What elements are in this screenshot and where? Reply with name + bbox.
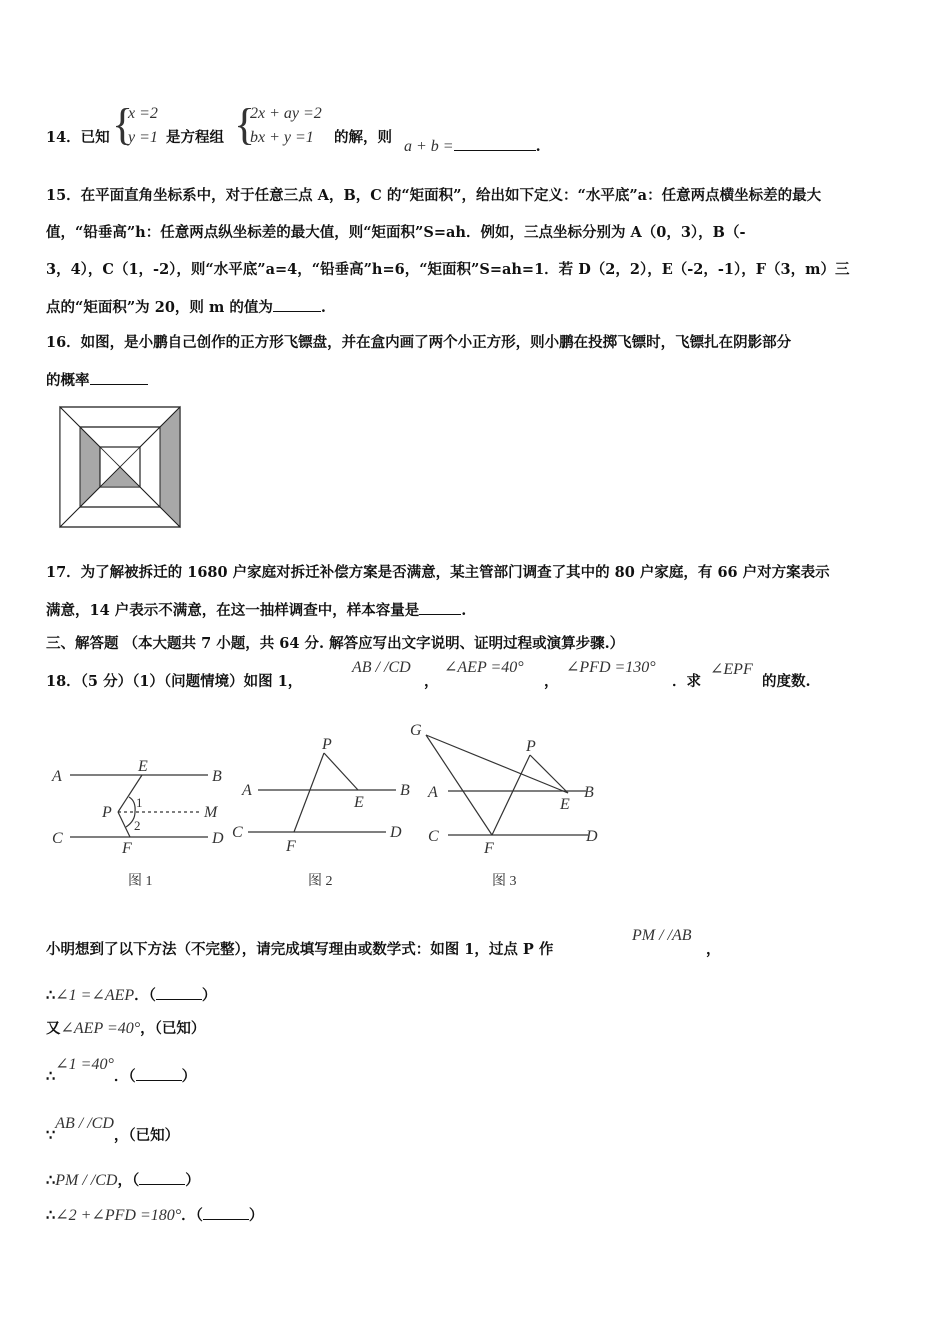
q18-math1 (352, 658, 411, 678)
q14-mid-text: 是方程组 (166, 129, 224, 146)
q18-angle-epf: ∠EPF (710, 661, 753, 678)
fig3-label-a: A (428, 784, 438, 801)
system2 (250, 102, 322, 150)
dartboard-figure (58, 405, 182, 529)
q15-line4 (46, 297, 326, 318)
q18-math2 (444, 658, 524, 678)
step-2-also: 又 (46, 1020, 61, 1037)
fig2-line-fp (294, 753, 324, 832)
q18-comma1: ， (424, 673, 439, 690)
step-6-math: ∠2 +∠PFD =180° (55, 1207, 182, 1224)
system1-eq2: y =1 (128, 129, 158, 146)
fig3-label-p: P (526, 738, 536, 755)
fig3-label-b: B (584, 784, 594, 801)
q16-answer-blank (90, 370, 148, 385)
method-pm-parallel-ab: PM / /AB (632, 927, 692, 944)
figure-3 (426, 735, 588, 835)
fig3-label-c: C (428, 828, 439, 845)
system2-brace: { (234, 100, 256, 149)
q17-line2 (46, 600, 466, 621)
system1-eq1: x =2 (128, 105, 158, 122)
fig1-label-e: E (138, 758, 148, 775)
q16-line2-text: 的概率 (46, 372, 90, 389)
step-1 (46, 985, 216, 1006)
step-6-reason-blank (203, 1205, 249, 1220)
q18-comma2: ， (544, 673, 559, 690)
q14-answer-blank (454, 136, 536, 151)
step-6-end: ） (248, 1207, 264, 1224)
step-2-post: ，（已知） (140, 1020, 206, 1037)
fig2-labels (232, 736, 410, 855)
q14-tail-text: 的解，则 (334, 129, 392, 146)
system1-brace: { (112, 100, 134, 149)
q16-line2 (46, 370, 148, 391)
step-3-math: ∠1 =40° (55, 1056, 114, 1073)
step-5-math: PM / /CD (55, 1172, 118, 1189)
step-6 (46, 1205, 263, 1226)
q17-end: . (461, 602, 467, 619)
fig2-label-d: D (390, 824, 402, 841)
fig3-label-f: F (484, 840, 494, 857)
section3-heading: 三、解答题 （本大题共 7 小题，共 64 分. 解答应写出文字说明、证明过程或演算步骤.） (46, 635, 625, 652)
fig3-label-d: D (586, 828, 598, 845)
step-5-therefore: ∴ (46, 1172, 56, 1189)
fig2-caption: 图 2 (308, 874, 333, 889)
q15-answer-blank (273, 297, 321, 312)
method-intro-end: ， (706, 941, 721, 958)
q15-line1: 15．在平面直角坐标系中，对于任意三点 A，B，C 的“矩面积”，给出如下定义：“水平底”a：任意两点横坐标差的最大 (46, 187, 822, 204)
step-5-reason-blank (139, 1170, 185, 1185)
fig1-label-a: A (52, 768, 62, 785)
fig1-label-d: D (212, 830, 224, 847)
system2-eq1: 2x + ay =2 (250, 105, 322, 122)
method-intro: 小明想到了以下方法（不完整），请完成填写理由或数学式：如图 1，过点 P 作 (46, 941, 554, 958)
q14-expr (404, 136, 541, 157)
fig3-label-g: G (410, 722, 422, 739)
q18-angle-aep: ∠AEP =40° (444, 659, 524, 676)
step-6-therefore: ∴ (46, 1207, 56, 1224)
q15-line3: 3，4），C（1，-2），则“水平底”a=4，“铅垂高”h=6，“矩面积”S=ah=1．若 D（2，2），E（-2，-1），F（3，m）三 (46, 261, 850, 278)
fig2-label-f: F (286, 838, 296, 855)
q16-line1: 16．如图，是小鹏自己创作的正方形飞镖盘，并在盒内画了两个小正方形，则小鹏在投掷飞镖时，飞镖扎在阴影部分 (46, 334, 792, 351)
q18-math4 (710, 660, 753, 680)
step-3-therefore: ∴ (46, 1068, 56, 1085)
fig1-angle1-arc (129, 797, 135, 812)
step-3 (46, 1056, 197, 1087)
step-4 (46, 1115, 180, 1146)
geometry-figures (40, 715, 620, 900)
step-3-post: ．（ (113, 1068, 136, 1085)
step-4-because: ∵ (46, 1127, 56, 1144)
figure-2 (248, 753, 396, 832)
method-intro-math (632, 926, 692, 946)
fig3-labels (410, 722, 598, 857)
fig1-label-c: C (52, 830, 63, 847)
fig1-label-1: 1 (136, 795, 143, 810)
step-1-end: ） (201, 987, 217, 1004)
q18-suffix: 的度数. (762, 673, 811, 690)
q17-answer-blank (419, 600, 461, 615)
q15-line4-text: 点的“矩面积”为 20，则 m 的值为 (46, 299, 273, 316)
fig3-line-fp (492, 755, 530, 835)
system2-eq2: bx + y =1 (250, 129, 314, 146)
left-trapezoid (60, 407, 80, 527)
q18-prefix: 18．（5 分）（1）（问题情境）如图 1， (46, 673, 303, 690)
fig3-caption: 图 3 (492, 874, 517, 889)
step-2 (46, 1019, 205, 1039)
step-4-math: AB / /CD (55, 1115, 114, 1132)
step-1-therefore: ∴ (46, 987, 56, 1004)
system1 (128, 102, 158, 150)
step-1-post: ．（ (134, 987, 156, 1004)
right-trapezoid-shaded (160, 407, 180, 527)
q18-angle-pfd: ∠PFD =130° (566, 659, 656, 676)
fig1-label-2: 2 (134, 818, 141, 833)
step-3-end: ） (181, 1068, 197, 1085)
fig2-label-b: B (400, 782, 410, 799)
q18-ab-parallel-cd: AB / /CD (352, 659, 411, 676)
step-6-post: ．（ (181, 1207, 203, 1224)
q17-line2-text: 满意，14 户表示不满意，在这一抽样调查中，样本容量是 (46, 602, 420, 619)
q14-expr-math: a + b = (404, 138, 454, 155)
fig3-line-pe (530, 755, 568, 793)
fig1-label-p: P (102, 804, 112, 821)
fig1-line-pf (118, 812, 130, 837)
q18-ask: ．求 (672, 673, 701, 690)
fig3-label-e: E (560, 796, 570, 813)
q18-math3 (566, 658, 656, 678)
fig3-line-ge (426, 735, 568, 793)
step-5-post: ，（ (117, 1172, 140, 1189)
step-5 (46, 1170, 200, 1191)
fig1-labels (51, 758, 224, 857)
step-1-math: ∠1 =∠AEP (55, 987, 135, 1004)
fig1-label-b: B (212, 768, 222, 785)
fig2-line-pe (324, 753, 358, 790)
fig2-label-a: A (242, 782, 252, 799)
fig2-label-e: E (354, 794, 364, 811)
q14-number: 14．已知 (46, 129, 110, 146)
fig2-label-p: P (322, 736, 332, 753)
step-4-post: ，（已知） (113, 1127, 180, 1144)
step-5-end: ） (185, 1172, 200, 1189)
step-1-reason-blank (156, 985, 202, 1000)
step-3-reason-blank (136, 1066, 182, 1081)
q14-end: . (535, 138, 541, 155)
q15-end: . (320, 299, 326, 316)
q17-line1: 17．为了解被拆迁的 1680 户家庭对拆迁补偿方案是否满意，某主管部门调查了其中的 80 户家庭，有 66 户对方案表示 (46, 564, 830, 581)
fig1-label-m: M (204, 804, 218, 821)
q15-line2: 值，“铅垂高”h：任意两点纵坐标差的最大值，则“矩面积”S=ah．例如，三点坐标分别为 A（0，3），B（- (46, 224, 746, 241)
fig2-label-c: C (232, 824, 243, 841)
step-2-math: ∠AEP =40° (60, 1020, 141, 1037)
fig1-label-f: F (122, 840, 132, 857)
fig1-caption: 图 1 (128, 874, 153, 889)
